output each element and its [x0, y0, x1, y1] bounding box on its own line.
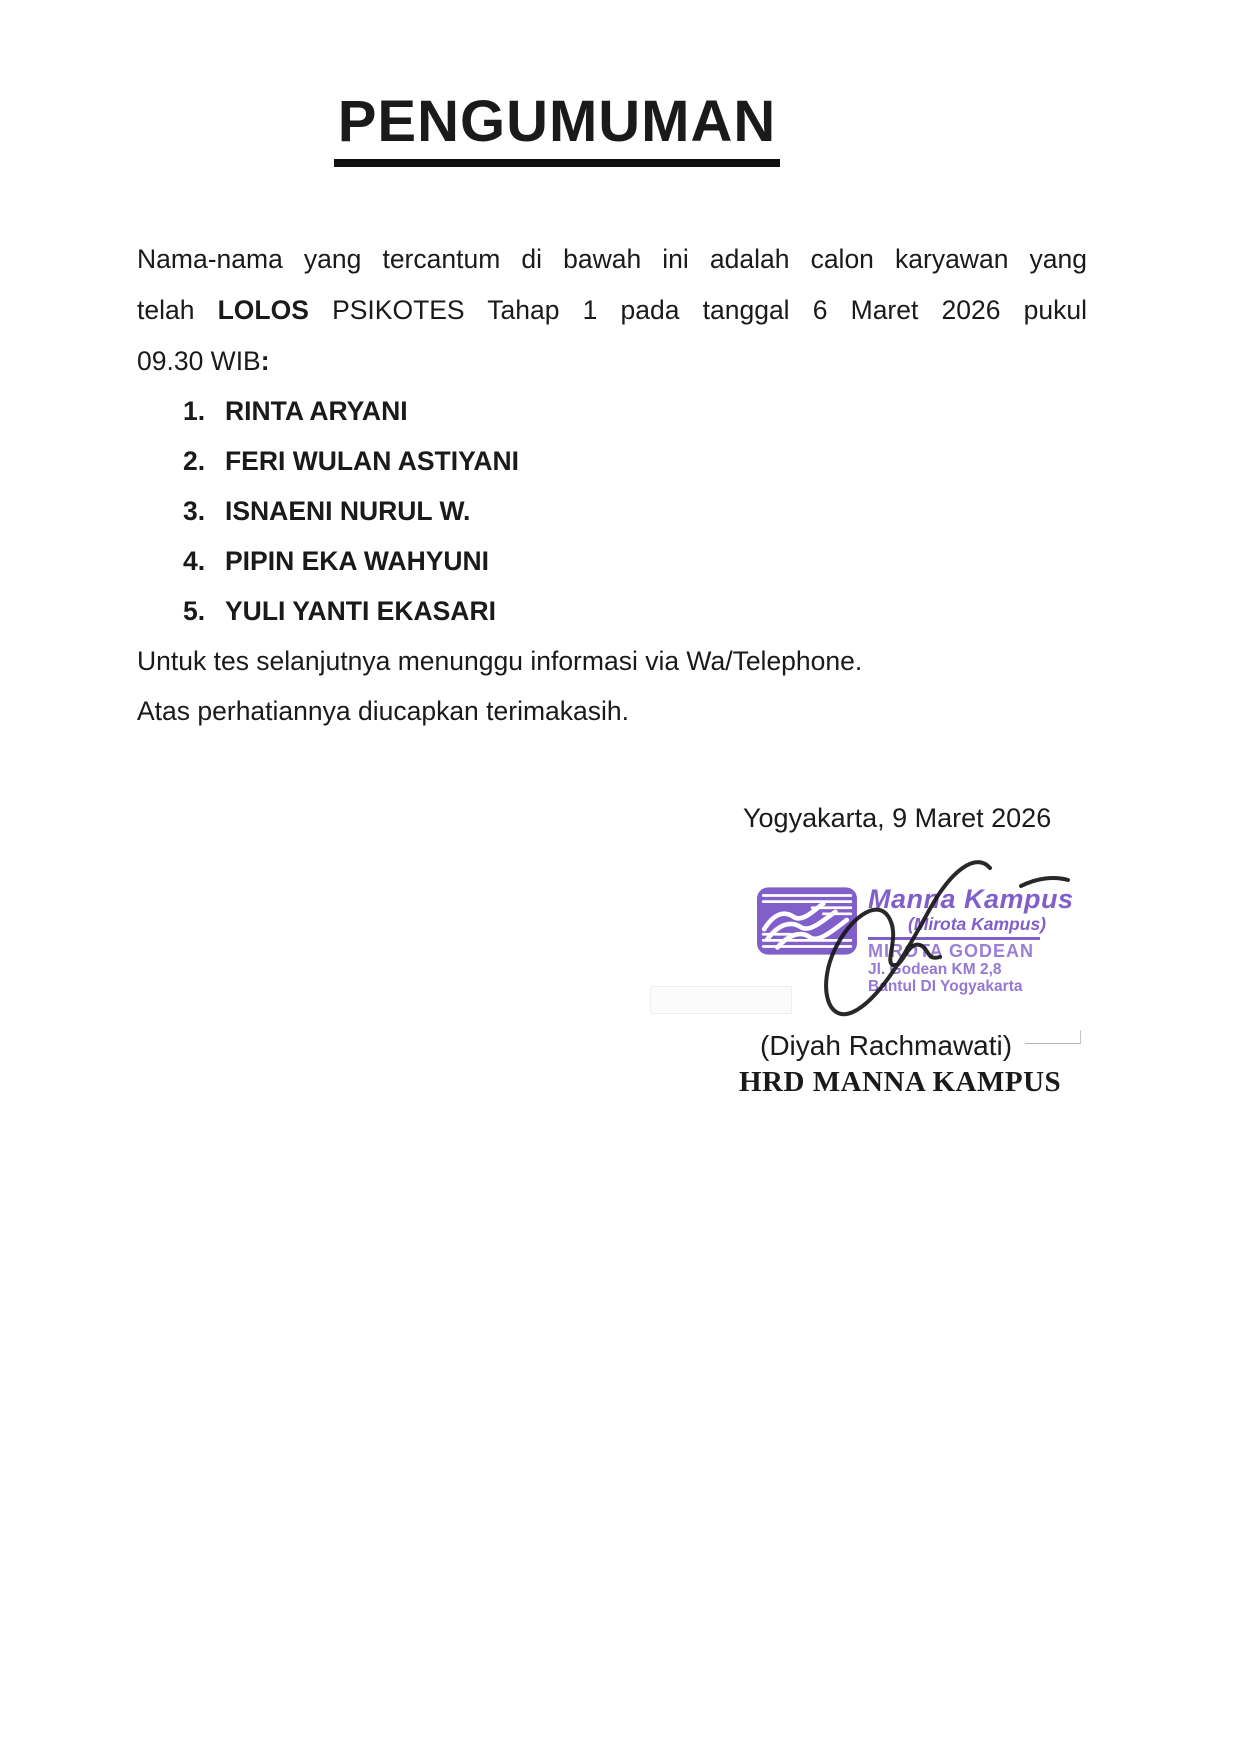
list-item-number: 2. [183, 446, 206, 476]
list-item-number: 1. [183, 396, 206, 426]
bold-lolos: LOLOS [217, 295, 309, 325]
place-date-line: Yogyakarta, 9 Maret 2026 [743, 803, 1052, 833]
intro-line-1: Nama-nama yang tercantum di bawah ini adalah calon karyawan yang [137, 244, 1087, 274]
list-item [183, 386, 983, 436]
scan-artifact-line [1025, 1030, 1081, 1044]
stamp-address-line-1: Jl. Godean KM 2,8 [868, 960, 1002, 978]
list-item-number: 5. [183, 596, 206, 626]
intro-line-2: telah LOLOS PSIKOTES Tahap 1 pada tanggal 6 Maret 2026 pukul [137, 295, 1087, 325]
stamp-address-line-2: Bantul DI Yogyakarta [868, 977, 1023, 995]
intro-paragraph [137, 234, 1087, 387]
closing-line-2: Atas perhatiannya diucapkan terimakasih. [137, 696, 630, 726]
scan-artifact [650, 986, 792, 1014]
signer-name: (Diyah Rachmawati) [760, 1030, 1013, 1061]
list-item-number: 4. [183, 546, 206, 576]
list-item [183, 436, 983, 486]
stamp-branch-name: MIROTA GODEAN [868, 941, 1034, 962]
list-item-name: PIPIN EKA WAHYUNI [225, 546, 490, 576]
list-item [183, 536, 983, 586]
candidate-list [183, 386, 983, 636]
intro-line-3: 09.30 WIB: [137, 346, 270, 376]
list-item-name: FERI WULAN ASTIYANI [225, 446, 519, 476]
list-item-name: ISNAENI NURUL W. [225, 496, 471, 526]
list-item-number: 3. [183, 496, 206, 526]
list-item [183, 586, 983, 636]
list-item-name: YULI YANTI EKASARI [225, 596, 496, 626]
closing-line-1: Untuk tes selanjutnya menunggu informasi via Wa/Telephone. [137, 646, 863, 676]
stamp-company-name: Manna Kampus [868, 884, 1074, 914]
stamp-company-alt-name: (Mirota Kampus) [907, 913, 1046, 934]
closing-paragraph [137, 636, 1087, 736]
page-title-text: PENGUMUMAN [334, 92, 781, 167]
page-title [137, 89, 977, 167]
list-item-name: RINTA ARYANI [225, 396, 408, 426]
list-item [183, 486, 983, 536]
signer-title: HRD MANNA KAMPUS [739, 1066, 1062, 1098]
handwritten-signature [780, 840, 1100, 1040]
